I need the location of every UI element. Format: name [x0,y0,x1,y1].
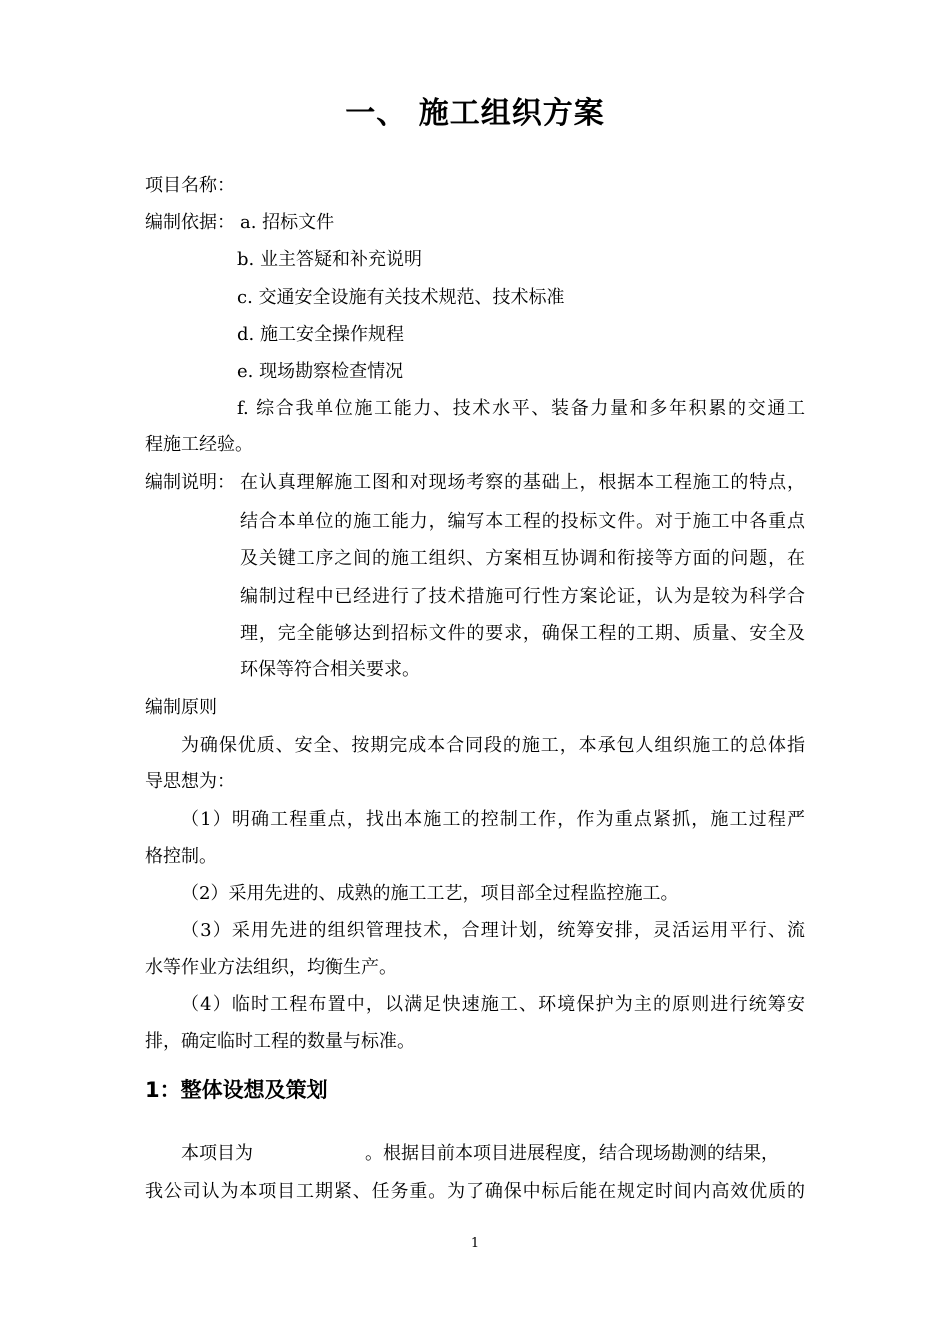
principle-item-1: （1）明确工程重点，找出本施工的控制工作，作为重点紧抓，施工过程严 [181,809,805,830]
basis-item-d: d. 施工安全操作规程 [237,324,404,345]
explanation-label: 编制说明： [145,472,235,493]
explanation-line: 在认真理解施工图和对现场考察的基础上，根据本工程施工的特点， [240,472,805,493]
basis-item-b: b. 业主答疑和补充说明 [237,249,422,270]
basis-item-c: c. 交通安全设施有关技术规范、技术标准 [237,287,565,308]
explanation-line: 结合本单位的施工能力，编写本工程的投标文件。对于施工中各重点 [240,511,805,532]
section-1-heading: 1：整体设想及策划 [145,1078,328,1102]
explanation-line: 及关键工序之间的施工组织、方案相互协调和衔接等方面的问题，在 [240,548,805,569]
explanation-line: 编制过程中已经进行了技术措施可行性方案论证，认为是较为科学合 [240,586,805,607]
principles-intro: 为确保优质、安全、按期完成本合同段的施工，本承包人组织施工的总体指 [181,735,805,756]
basis-item-f-continued: 程施工经验。 [145,434,253,455]
principle-item-4: （4）临时工程布置中，以满足快速施工、环境保护为主的原则进行统筹安 [181,994,805,1015]
principle-item-3: （3）采用先进的组织管理技术，合理计划，统筹安排，灵活运用平行、流 [181,920,805,941]
document-title: 一、 施工组织方案 [345,96,605,131]
principles-intro-continued: 导思想为： [145,771,235,792]
principles-label: 编制原则 [145,697,217,718]
principle-item-3-continued: 水等作业方法组织，均衡生产。 [145,957,397,978]
basis-item-a: a. 招标文件 [240,212,335,233]
page-number: 1 [470,1236,480,1251]
section-1-lead: 本项目为 [181,1143,253,1164]
explanation-line: 环保等符合相关要求。 [240,659,420,680]
principle-item-4-continued: 排，确定临时工程的数量与标准。 [145,1031,415,1052]
basis-item-e: e. 现场勘察检查情况 [237,361,404,382]
explanation-line: 理，完全能够达到招标文件的要求，确保工程的工期、质量、安全及 [240,623,805,644]
principle-item-1-continued: 格控制。 [145,846,217,867]
basis-label: 编制依据： [145,212,235,233]
section-1-paragraph-line [181,1143,779,1165]
basis-item-f: f. 综合我单位施工能力、技术水平、装备力量和多年积累的交通工 [237,398,805,419]
section-1-rest: 。根据目前本项目进展程度，结合现场勘测的结果， [365,1143,779,1164]
project-name-label: 项目名称： [145,175,235,196]
principle-item-2: （2）采用先进的、成熟的施工工艺，项目部全过程监控施工。 [181,883,679,904]
section-1-paragraph-line-2: 我公司认为本项目工期紧、任务重。为了确保中标后能在规定时间内高效优质的 [145,1181,805,1202]
